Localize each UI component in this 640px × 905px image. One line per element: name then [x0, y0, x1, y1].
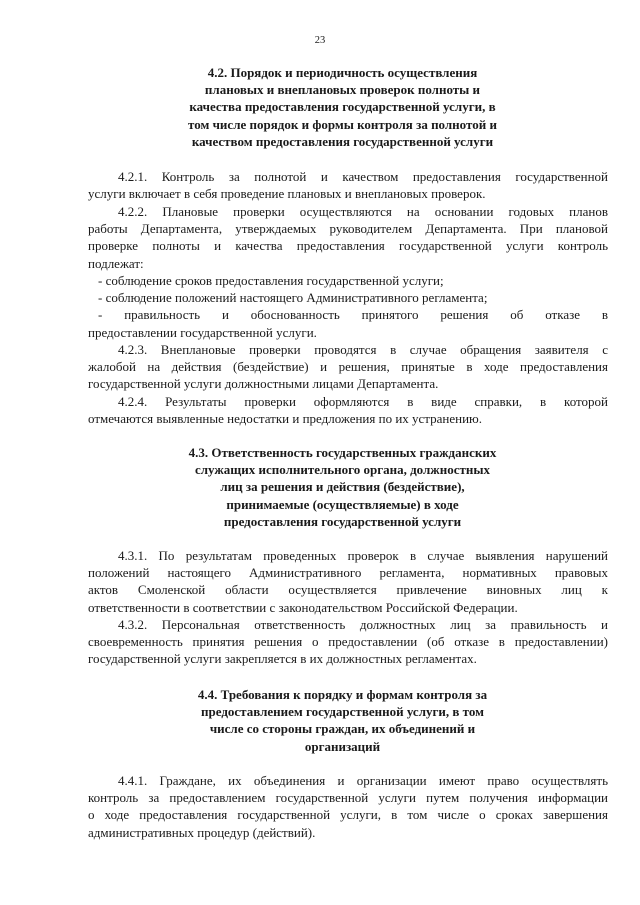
text-line: государственной услуги должностными лицами Департамента. — [88, 376, 439, 392]
heading-line: плановых и внеплановых проверок полноты и — [204, 82, 481, 98]
heading-line: принимаемые (осуществляемые) в ходе — [226, 496, 459, 512]
paragraph-4-2-4 — [88, 393, 608, 427]
heading-line: качества предоставления государственной услуги, в — [189, 99, 496, 115]
text-line: о ходе предоставления государственной услуги, в том числе о сроках завершения — [88, 807, 608, 823]
page-number: 23 — [314, 35, 326, 46]
list-item: - соблюдение положений настоящего Административного регламента; — [98, 290, 488, 306]
text-line: работы Департамента, утверждаемых руководителем Департамента. При плановой — [88, 221, 608, 237]
heading-line: предоставления государственной услуги — [223, 513, 462, 529]
text-line: актов Смоленской области осуществляется привлечение виновных лиц к — [88, 582, 608, 598]
heading-line: служащих исполнительного органа, должностных — [194, 462, 491, 478]
text-line: 4.4.1. Граждане, их объединения и организации имеют право осуществлять — [118, 773, 608, 788]
paragraph-4-3-1 — [88, 547, 608, 616]
text-line: 4.2.1. Контроль за полнотой и качеством предоставления государственной — [118, 169, 608, 184]
heading-line: лиц за решения и действия (бездействие), — [220, 479, 465, 495]
paragraph-4-2-3 — [88, 341, 608, 393]
paragraph-4-3-2 — [88, 616, 608, 668]
text-line: 4.3.1. По результатам проведенных проверок в случае выявления нарушений — [118, 548, 608, 563]
heading-line: том числе порядок и формы контроля за полнотой и — [188, 116, 497, 132]
section-4-4-heading — [80, 686, 605, 755]
requirements-list — [88, 272, 608, 341]
text-line: услуги включает в себя проведение плановых и внеплановых проверок. — [88, 186, 486, 202]
heading-line: числе со стороны граждан, их объединений и — [209, 721, 476, 737]
list-item-continuation: предоставлении государственной услуги. — [88, 324, 317, 340]
text-line: отмечаются выявленные недостатки и предложения по их устранению. — [88, 411, 483, 427]
heading-line: 4.3. Ответственность государственных гражданских — [188, 445, 497, 460]
text-line: проверке полноты и качества предоставления государственной услуги контроль — [88, 238, 608, 254]
text-line: контроль за предоставлением государственной услуги путем получения информации — [88, 790, 608, 806]
text-line: 4.2.4. Результаты проверки оформляются в виде справки, в которой — [118, 394, 608, 409]
section-4-2-heading — [80, 64, 605, 150]
heading-line: 4.4. Требования к порядку и формам контроля за — [197, 687, 488, 702]
heading-line: качеством предоставления государственной услуги — [191, 133, 494, 149]
paragraph-4-4-1 — [88, 772, 608, 841]
text-line: ответственности в соответствии с законодательством Российской Федерации. — [88, 599, 518, 615]
text-line: 4.2.3. Внеплановые проверки проводятся в случае обращения заявителя с — [118, 342, 608, 357]
text-line: 4.2.2. Плановые проверки осуществляются на основании годовых планов — [118, 204, 608, 219]
section-4-3-heading — [80, 444, 605, 530]
heading-line: предоставлением государственной услуги, в том — [201, 704, 484, 720]
text-line: своевременность принятия решения о предоставлении (об отказе в предоставлении) — [88, 634, 608, 650]
text-line: жалобой на действия (бездействие) и решения, принятые в ходе предоставления — [88, 359, 608, 375]
heading-line: организаций — [304, 738, 381, 754]
list-item: - правильность и обоснованность принятого решения об отказе в — [98, 307, 608, 323]
list-item: - соблюдение сроков предоставления государственной услуги; — [98, 273, 444, 288]
text-line: подлежат: — [88, 255, 144, 271]
text-line: административных процедур (действий). — [88, 824, 316, 840]
text-line: положений настоящего Административного регламента, нормативных правовых — [88, 565, 608, 581]
paragraph-4-2-2 — [88, 203, 608, 272]
heading-line: 4.2. Порядок и периодичность осуществления — [207, 65, 478, 80]
text-line: 4.3.2. Персональная ответственность должностных лиц за правильность и — [118, 617, 608, 632]
paragraph-4-2-1 — [88, 168, 608, 202]
text-line: государственной услуги закрепляется в их должностных регламентах. — [88, 651, 477, 667]
